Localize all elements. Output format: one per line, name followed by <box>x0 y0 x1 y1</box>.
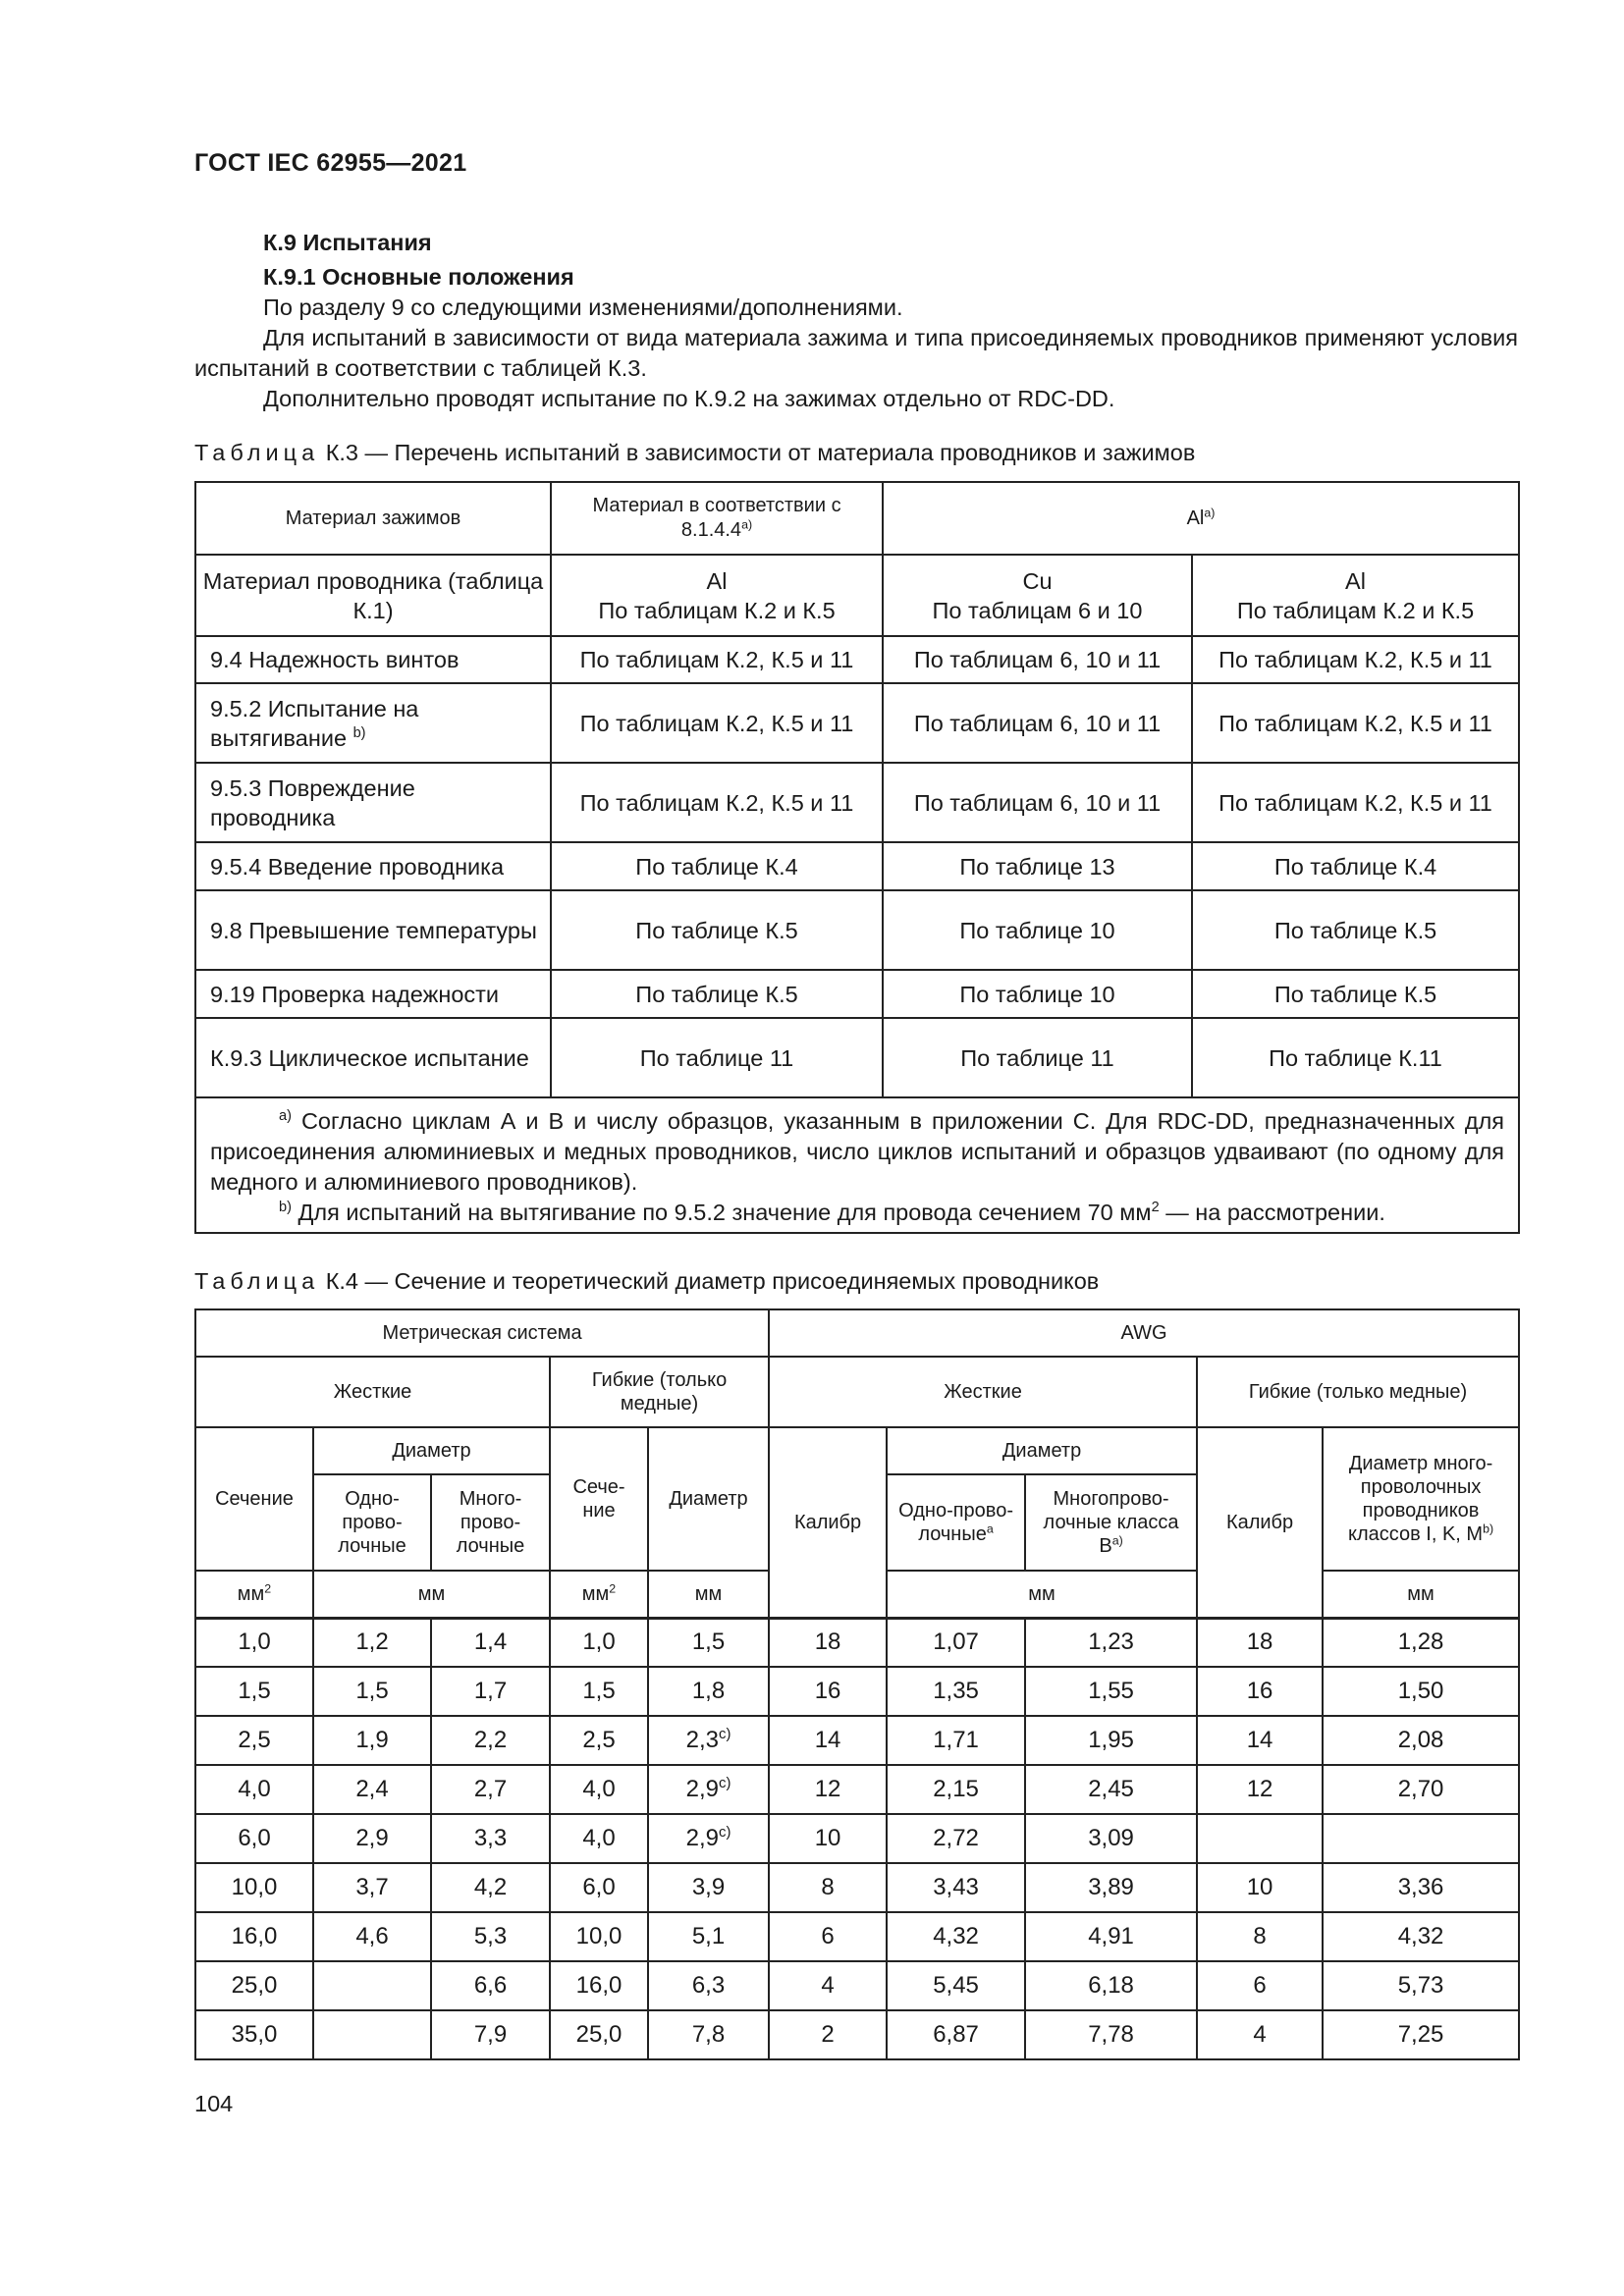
table-cell: 7,8 <box>648 2010 769 2059</box>
table-cell: 6,0 <box>550 1863 648 1912</box>
table-cell: 1,71 <box>887 1716 1025 1765</box>
header-material-per: Материал в соответствии с 8.1.4.4$^{a)}$ <box>551 482 883 555</box>
header-gauge: Калибр <box>769 1427 887 1618</box>
header-clamp-material: Материал зажимов <box>195 482 551 555</box>
table-cell: 3,43 <box>887 1863 1025 1912</box>
table-cell: 8 <box>1197 1912 1323 1961</box>
header-section: Сечение <box>195 1427 313 1571</box>
header-diameter-flex: Диаметр <box>648 1427 769 1571</box>
test-label: 9.5.2 Испытание на вытягивание $^{b)}$ <box>195 683 551 763</box>
table-cell: 1,95 <box>1025 1716 1197 1765</box>
table-row <box>195 1814 1519 1863</box>
header-rigid: Жесткие <box>195 1357 550 1427</box>
table-cell: 6,0 <box>195 1814 313 1863</box>
table-row <box>195 763 1519 842</box>
table-k4-caption-text: К.4 — Сечение и теоретический диаметр присоединяемых проводников <box>325 1268 1100 1294</box>
unit-mm-awg: мм <box>887 1571 1197 1618</box>
header-awg: AWG <box>769 1309 1519 1357</box>
table-row <box>195 970 1519 1018</box>
table-cell: 14 <box>769 1716 887 1765</box>
table-cell: 12 <box>1197 1765 1323 1814</box>
header-awg-single: Одно-прово-лочные$^a$ <box>887 1474 1025 1571</box>
unit-mm-flex: мм <box>648 1571 769 1618</box>
table-cell: По таблице 10 <box>883 970 1192 1018</box>
table-cell <box>313 1961 431 2010</box>
table-row <box>195 1961 1519 2010</box>
table-cell: 3,9 <box>648 1863 769 1912</box>
header-al: Al$^{a)}$ <box>883 482 1519 555</box>
table-cell: По таблицам К.2, К.5 и 11 <box>1192 683 1519 763</box>
table-cell: 2,9$^{c)}$ <box>648 1814 769 1863</box>
table-row <box>195 636 1519 683</box>
table-cell: 25,0 <box>195 1961 313 2010</box>
table-cell: 16 <box>1197 1667 1323 1716</box>
table-cell: 4,32 <box>887 1912 1025 1961</box>
table-cell: 3,3 <box>431 1814 550 1863</box>
table-row <box>195 842 1519 890</box>
table-cell: По таблице К.4 <box>1192 842 1519 890</box>
table-cell: 2,70 <box>1323 1765 1519 1814</box>
table-cell <box>1197 1814 1323 1863</box>
header-awg-multi: Многопрово-лочные класса $В^{a)}$ <box>1025 1474 1197 1571</box>
header-flex-copper: Гибкие (только медные) <box>550 1357 769 1427</box>
unit-mm2-flex: $мм^2$ <box>550 1571 648 1618</box>
table-cell: По таблице 11 <box>883 1018 1192 1097</box>
document-header: ГОСТ IEC 62955—2021 <box>194 149 467 177</box>
table-cell: 4,6 <box>313 1912 431 1961</box>
table-cell: 3,09 <box>1025 1814 1197 1863</box>
table-cell: 6,18 <box>1025 1961 1197 2010</box>
table-cell: 1,23 <box>1025 1618 1197 1667</box>
table-cell: 16 <box>769 1667 887 1716</box>
table-row <box>195 1667 1519 1716</box>
table-cell: 4,0 <box>550 1765 648 1814</box>
table-cell: 14 <box>1197 1716 1323 1765</box>
header-section-flex: Сече-ние <box>550 1427 648 1571</box>
table-cell: 18 <box>769 1618 887 1667</box>
test-label: 9.5.3 Повреждение проводника <box>195 763 551 842</box>
table-cell: По таблицам К.2, К.5 и 11 <box>1192 636 1519 683</box>
paragraph: По разделу 9 со следующими изменениями/дополнениями. <box>263 294 903 320</box>
table-cell: 5,45 <box>887 1961 1025 2010</box>
table-cell: По таблице К.5 <box>551 890 883 970</box>
paragraph: Для испытаний в зависимости от вида материала зажима и типа присоединяемых проводников применяют условия испытаний в соответствии с таблицей К.3. <box>194 325 1518 381</box>
table-cell: 6,6 <box>431 1961 550 2010</box>
table-cell: 10,0 <box>550 1912 648 1961</box>
table-cell: 1,9 <box>313 1716 431 1765</box>
table-cell: 1,35 <box>887 1667 1025 1716</box>
table-notes <box>195 1097 1519 1233</box>
table-cell: По таблицам 6, 10 и 11 <box>883 763 1192 842</box>
table-cell: 4 <box>1197 2010 1323 2059</box>
table-cell: 5,73 <box>1323 1961 1519 2010</box>
test-label: 9.5.4 Введение проводника <box>195 842 551 890</box>
table-cell: 1,4 <box>431 1618 550 1667</box>
table-cell: 2,5 <box>550 1716 648 1765</box>
paragraph: Дополнительно проводят испытание по К.9.2 на зажимах отдельно от RDC-DD. <box>263 386 1115 411</box>
test-label: 9.19 Проверка надежности <box>195 970 551 1018</box>
header-gauge-flex: Калибр <box>1197 1427 1323 1618</box>
section-subtitle: К.9.1 Основные положения <box>263 264 574 290</box>
test-label: 9.4 Надежность винтов <box>195 636 551 683</box>
table-k3-caption-text: К.3 — Перечень испытаний в зависимости от материала проводников и зажимов <box>325 440 1196 465</box>
table-cell: По таблице К.4 <box>551 842 883 890</box>
table-cell: По таблицам 6, 10 и 11 <box>883 683 1192 763</box>
unit-mm2: $мм^2$ <box>195 1571 313 1618</box>
footnote-b: $^{b)}$ Для испытаний на вытягивание по 9.5.2 значение для провода сечением 70 $мм^2$ — на рассмотрении. <box>279 1200 1385 1225</box>
header-diameter: Диаметр <box>313 1427 550 1474</box>
table-cell: По таблице К.5 <box>1192 970 1519 1018</box>
table-cell: 6 <box>1197 1961 1323 2010</box>
table-cell: 5,3 <box>431 1912 550 1961</box>
table-cell <box>1323 1814 1519 1863</box>
test-label: К.9.3 Циклическое испытание <box>195 1018 551 1097</box>
table-row <box>195 1863 1519 1912</box>
table-k4-caption-prefix: Таблица <box>194 1268 320 1294</box>
table-k4-caption <box>194 1268 1099 1295</box>
table-cell: 4,2 <box>431 1863 550 1912</box>
table-cell: 18 <box>1197 1618 1323 1667</box>
conductor-material-label: Материал проводника (таблица К.1) <box>195 555 551 636</box>
table-cell: 25,0 <box>550 2010 648 2059</box>
table-cell: По таблице К.5 <box>551 970 883 1018</box>
table-cell: 2,45 <box>1025 1765 1197 1814</box>
table-cell: По таблицам К.2, К.5 и 11 <box>551 763 883 842</box>
table-cell: 12 <box>769 1765 887 1814</box>
header-diameter-awg: Диаметр <box>887 1427 1197 1474</box>
table-cell: 2,9 <box>313 1814 431 1863</box>
table-cell: 6 <box>769 1912 887 1961</box>
table-cell: 1,55 <box>1025 1667 1197 1716</box>
table-row <box>195 1618 1519 1667</box>
table-cell: 3,89 <box>1025 1863 1197 1912</box>
header-multi: Много-прово-лочные <box>431 1474 550 1571</box>
table-cell: 10,0 <box>195 1863 313 1912</box>
unit-mm-awg-flex: мм <box>1323 1571 1519 1618</box>
table-cell: 2,15 <box>887 1765 1025 1814</box>
table-row <box>195 890 1519 970</box>
table-cell: 2,5 <box>195 1716 313 1765</box>
table-cell: По таблице 11 <box>551 1018 883 1097</box>
table-cell: 7,25 <box>1323 2010 1519 2059</box>
table-cell: 10 <box>769 1814 887 1863</box>
table-cell: 7,9 <box>431 2010 550 2059</box>
table-cell: 4,91 <box>1025 1912 1197 1961</box>
conductor-material-cell: Al По таблицам К.2 и К.5 <box>551 555 883 636</box>
table-row <box>195 1018 1519 1097</box>
table-cell: 4,32 <box>1323 1912 1519 1961</box>
table-cell: 1,5 <box>195 1667 313 1716</box>
table-cell: 2,2 <box>431 1716 550 1765</box>
table-cell: 2 <box>769 2010 887 2059</box>
table-cell: По таблицам 6, 10 и 11 <box>883 636 1192 683</box>
table-row <box>195 1765 1519 1814</box>
table-cell: 2,08 <box>1323 1716 1519 1765</box>
table-row <box>195 683 1519 763</box>
table-cell: 1,2 <box>313 1618 431 1667</box>
table-cell: По таблице К.5 <box>1192 890 1519 970</box>
table-cell: 1,5 <box>550 1667 648 1716</box>
table-cell: 1,7 <box>431 1667 550 1716</box>
page-number: 104 <box>194 2091 234 2116</box>
table-cell: 10 <box>1197 1863 1323 1912</box>
table-cell: По таблице 13 <box>883 842 1192 890</box>
table-cell: 35,0 <box>195 2010 313 2059</box>
header-flex-copper-awg: Гибкие (только медные) <box>1197 1357 1519 1427</box>
table-cell: 2,72 <box>887 1814 1025 1863</box>
header-diam-multi-classes: Диаметр много-проволочных проводников классов I, K, $M^{b)}$ <box>1323 1427 1519 1571</box>
table-cell: 1,50 <box>1323 1667 1519 1716</box>
table-cell: 7,78 <box>1025 2010 1197 2059</box>
table-cell: По таблицам К.2, К.5 и 11 <box>1192 763 1519 842</box>
table-cell: 5,1 <box>648 1912 769 1961</box>
table-cell: 4,0 <box>550 1814 648 1863</box>
table-cell: 4,0 <box>195 1765 313 1814</box>
table-cell: 1,0 <box>550 1618 648 1667</box>
table-cell: 16,0 <box>550 1961 648 2010</box>
table-cell: 2,4 <box>313 1765 431 1814</box>
unit-mm: мм <box>313 1571 550 1618</box>
header-rigid-awg: Жесткие <box>769 1357 1197 1427</box>
table-cell: 2,9$^{c)}$ <box>648 1765 769 1814</box>
table-cell: 1,5 <box>313 1667 431 1716</box>
section-text <box>194 228 1518 414</box>
table-cell: 1,07 <box>887 1618 1025 1667</box>
test-label: 9.8 Превышение температуры <box>195 890 551 970</box>
table-cell: По таблицам К.2, К.5 и 11 <box>551 683 883 763</box>
table-cell <box>313 2010 431 2059</box>
table-k4-body <box>195 1618 1519 2059</box>
table-cell: 1,5 <box>648 1618 769 1667</box>
table-k3-caption <box>194 440 1195 466</box>
table-cell: 3,36 <box>1323 1863 1519 1912</box>
table-cell: По таблице К.11 <box>1192 1018 1519 1097</box>
table-cell: 1,8 <box>648 1667 769 1716</box>
table-cell: По таблице 10 <box>883 890 1192 970</box>
table-notes-row <box>195 1097 1519 1233</box>
section-title: К.9 Испытания <box>263 230 432 255</box>
table-k4 <box>194 1308 1520 2060</box>
table-cell: 4 <box>769 1961 887 2010</box>
table-cell: 1,28 <box>1323 1618 1519 1667</box>
table-k3-caption-prefix: Таблица <box>194 440 320 465</box>
table-cell: По таблицам К.2, К.5 и 11 <box>551 636 883 683</box>
header-metric: Метрическая система <box>195 1309 769 1357</box>
table-row <box>195 2010 1519 2059</box>
conductor-material-cell: Cu По таблицам 6 и 10 <box>883 555 1192 636</box>
table-cell: 16,0 <box>195 1912 313 1961</box>
table-row <box>195 1716 1519 1765</box>
table-cell: 2,3$^{c)}$ <box>648 1716 769 1765</box>
table-k3 <box>194 481 1520 1234</box>
footnote-a: $^{a)}$ Согласно циклам А и В и числу образцов, указанным в приложении С. Для RDC-DD, предназначенных для присоединения алюминиевых и медных проводников, число циклов испытаний и образцов удваивают (по одному для медного и алюминиевого проводников). <box>210 1108 1505 1195</box>
table-cell: 8 <box>769 1863 887 1912</box>
table-row <box>195 1912 1519 1961</box>
header-single: Одно-прово-лочные <box>313 1474 431 1571</box>
conductor-material-cell: Al По таблицам К.2 и К.5 <box>1192 555 1519 636</box>
table-cell: 6,3 <box>648 1961 769 2010</box>
table-cell: 1,0 <box>195 1618 313 1667</box>
table-cell: 6,87 <box>887 2010 1025 2059</box>
table-cell: 3,7 <box>313 1863 431 1912</box>
table-cell: 2,7 <box>431 1765 550 1814</box>
